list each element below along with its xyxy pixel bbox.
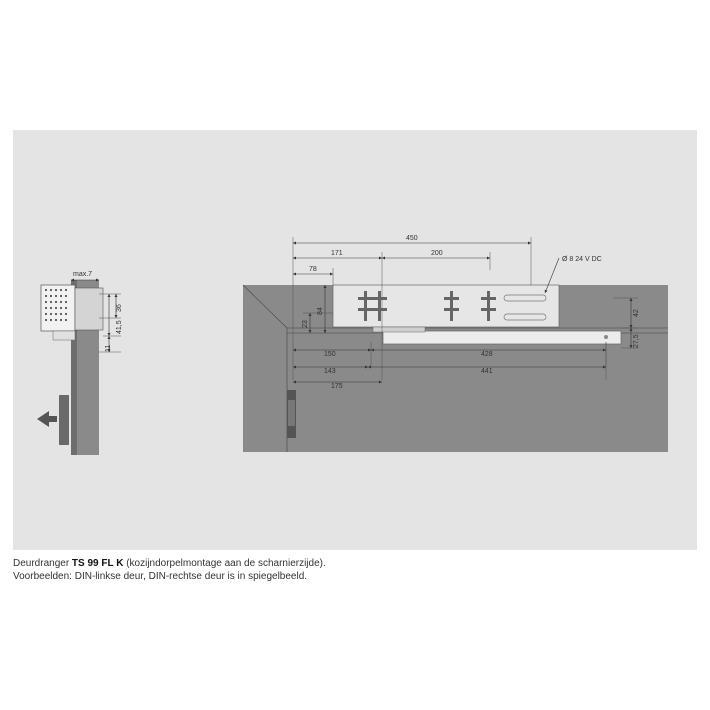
dim-84: 84 [317, 307, 324, 315]
drawing-canvas [13, 130, 697, 550]
dim-23: 23 [302, 320, 309, 328]
caption [13, 557, 697, 583]
dim-428: 428 [481, 351, 493, 358]
closer-arm [373, 327, 425, 332]
side-arm [53, 331, 75, 340]
power-supply-label: Ø 8 24 V DC [562, 256, 602, 263]
rail-end-cap-right [604, 335, 608, 339]
dim-27-5: 27,5 [633, 334, 640, 348]
dim-143: 143 [324, 368, 336, 375]
caption-line-1 [13, 557, 697, 570]
dim-200: 200 [431, 250, 443, 257]
rail-end-cap-left [370, 335, 374, 339]
side-door-leaf [59, 395, 69, 445]
dim-175: 175 [331, 383, 343, 390]
caption-prefix: Deurdranger [13, 558, 72, 569]
caption-line-2: Voorbeelden: DIN-linkse deur, DIN-rechtse deur is in spiegelbeeld. [13, 571, 308, 582]
caption-suffix: (kozijndorpelmontage aan de scharnierzijde). [123, 558, 326, 569]
dim-side-11: 11 [105, 344, 112, 352]
dim-side-max: max.7 [73, 271, 93, 278]
dim-78: 78 [309, 266, 317, 273]
dim-150: 150 [324, 351, 336, 358]
dim-441: 441 [481, 368, 493, 375]
dim-450: 450 [406, 235, 418, 242]
hinge-icon [287, 390, 296, 438]
caption-model: TS 99 FL K [71, 558, 124, 569]
dim-42: 42 [633, 309, 640, 317]
dim-171: 171 [331, 250, 343, 257]
slide-rail [383, 331, 621, 344]
opening-direction-arrow-icon [37, 411, 57, 427]
side-mounting-plate [75, 288, 103, 330]
dim-side-41-5: 41,5 [116, 320, 123, 334]
front-view [243, 235, 668, 452]
dim-side-36: 36 [116, 304, 123, 312]
side-view [37, 271, 123, 455]
technical-drawing [13, 130, 697, 550]
